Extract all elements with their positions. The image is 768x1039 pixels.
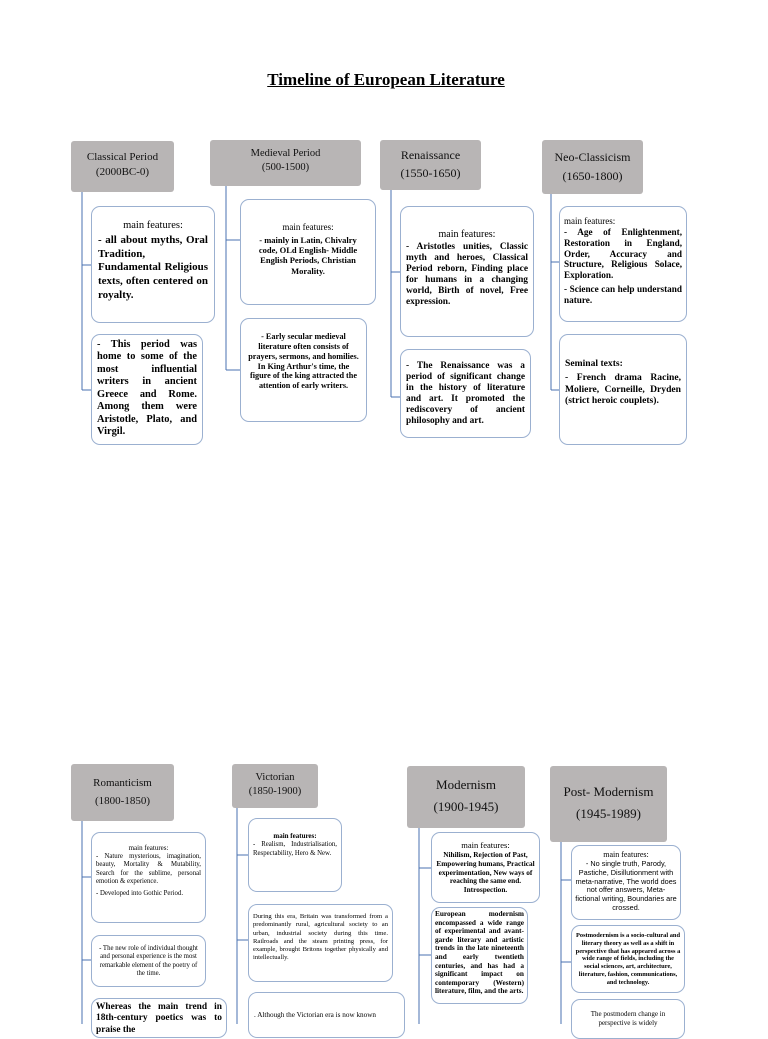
romanticism-features-box (91, 832, 206, 923)
romanticism-features-title: main features: (128, 844, 169, 852)
postmodernism-features-text: - No single truth, Parody, Pastiche, Disillutionment with meta-narrative, The world does not offer answers, Meta-fictional writing, Boundaries are crossed. (575, 859, 677, 912)
medieval-period-header (210, 140, 361, 186)
modernism-features-box (431, 832, 540, 903)
romanticism-features-text-2: - Developed into Gothic Period. (96, 889, 184, 897)
classical-note-box (91, 334, 203, 445)
postmodernism-note-box (571, 925, 685, 993)
neoclassicism-dates: (1650-1800) (562, 169, 623, 184)
victorian-note-box (248, 904, 393, 982)
medieval-note-box (240, 318, 367, 422)
postmodernism-note2-box (571, 999, 685, 1039)
classical-period-name: Classical Period (86, 151, 159, 163)
postmodernism-features-title: main features: (603, 850, 649, 859)
renaissance-note-text: - The Renaissance was a period of significant change in the history of literature and art. It promoted the rediscovery of ancient philosophy and art. (406, 361, 525, 426)
victorian-note-text: During this era, Britain was transformed from a predominantly rural, agricultural society to an urban, industrial society during this time. Railroads and the steam printing press, for example, brought Britons together physically and intellectually. (253, 913, 388, 962)
romanticism-name: Romanticism (93, 777, 152, 789)
renaissance-note-box (400, 349, 531, 438)
modernism-header (407, 766, 525, 828)
modernism-features-title: main features: (461, 840, 510, 850)
victorian-note2-text: . Although the Victorian era is now known (254, 1011, 377, 1019)
victorian-name: Victorian (255, 772, 295, 783)
romanticism-note2-text: Whereas the main trend in 18th-century poetics was to praise the (96, 1002, 222, 1035)
modernism-note-text: European modernism encompassed a wide range of experimental and avant-garde literary and artistic trends in the late nineteenth and early twentieth centuries, and has had a significant impact on contemporary (Western) literature, film, and the arts. (435, 909, 524, 996)
classical-features-title: main features: (123, 220, 183, 231)
romanticism-note-text: - The new role of individual thought and personal experience is the most remarkable element of the poetry of the time. (99, 945, 198, 978)
page-title: Timeline of European Literature (267, 70, 505, 89)
medieval-features-text: - mainly in Latin, Chivalry code, OLd English- Middle English Periods, Christian Morality. (258, 235, 358, 276)
victorian-header (232, 764, 318, 808)
renaissance-features-text: - Aristotles unities, Classic myth and heroes, Classical Period reborn, Finding place for humans in a changing world, Birth of novel, Free expression. (406, 242, 528, 307)
postmodernism-header (550, 766, 667, 842)
classical-period-dates: (2000BC-0) (95, 165, 150, 178)
romanticism-dates: (1800-1850) (95, 794, 150, 807)
renaissance-features-title: main features: (438, 229, 496, 240)
neoclassicism-features-text-1: - Age of Enlightenment, Restoration in England, Order, Accuracy and Structure, Religious Solace, Exploration. (564, 227, 682, 281)
romanticism-note2-box (91, 998, 227, 1038)
modernism-name: Modernism (436, 777, 496, 792)
modernism-dates: (1900-1945) (433, 798, 499, 814)
victorian-features-box (248, 818, 342, 892)
romanticism-features-text-1: - Nature mysterious, imagination, beauty, Mortality & Mutability, Search for the sublime, personal emotion & experience. (96, 853, 201, 886)
victorian-dates: (1850-1900) (248, 786, 302, 798)
neoclassicism-features-title: main features: (564, 216, 616, 226)
neoclassicism-note-title: Seminal texts: (565, 358, 623, 369)
neoclassicism-note-text: - French drama Racine, Moliere, Corneille, Dryden (strict heroic couplets). (565, 372, 681, 406)
romanticism-header (71, 764, 174, 821)
neoclassicism-note-box (559, 334, 687, 445)
neoclassicism-features-box (559, 206, 687, 322)
postmodernism-dates: (1945-1989) (576, 805, 641, 821)
medieval-features-title: main features: (282, 222, 334, 232)
postmodernism-note2-text: The postmodern change in perspective is widely (590, 1010, 666, 1027)
neoclassicism-header (542, 140, 643, 194)
modernism-note-box (431, 907, 528, 1004)
classical-note-text: - This period was home to some of the most influential writers in ancient Greece and Rome. Among them were Aristotle, Plato, and Virgil. (97, 339, 197, 438)
postmodernism-name: Post- Modernism (563, 784, 654, 799)
medieval-note-text: - Early secular medieval literature often consists of prayers, sermons, and homilies. In King Arthur's time, the figure of the king attracted the attention of early writers. (248, 332, 359, 391)
renaissance-features-box (400, 206, 534, 337)
victorian-features-title: main features: (273, 832, 317, 840)
medieval-period-name: Medieval Period (250, 148, 321, 159)
romanticism-note-box (91, 935, 206, 987)
modernism-features-text: Nihilism, Rejection of Past, Empowering humans, Practical experimentation, New ways of reaching the same end. Introspection. (436, 850, 535, 894)
medieval-features-box (240, 199, 376, 305)
renaissance-header (380, 140, 481, 190)
neoclassicism-name: Neo-Classicism (554, 150, 631, 164)
classical-period-header (71, 141, 174, 192)
postmodernism-features-box (571, 845, 681, 920)
classical-features-box (91, 206, 215, 323)
renaissance-dates: (1550-1650) (400, 166, 461, 181)
victorian-note2-box (248, 992, 405, 1038)
postmodernism-note-text: Postmodernism is a socio-cultural and literary theory as well as a shift in perspective that has appeared across a wide range of fields, including the social sciences, art, architecture, literature, fashion, communications, and technology. (575, 932, 681, 986)
renaissance-name: Renaissance (400, 148, 461, 162)
neoclassicism-features-text-2: - Science can help understand nature. (564, 283, 682, 305)
medieval-period-dates: (500-1500) (261, 162, 310, 174)
victorian-features-text: - Realism, Industrialisation, Respectability, Hero & New. (253, 841, 337, 857)
classical-features-text: - all about myths, Oral Tradition, Fundamental Religious texts, often centered on royalty. (98, 234, 208, 301)
